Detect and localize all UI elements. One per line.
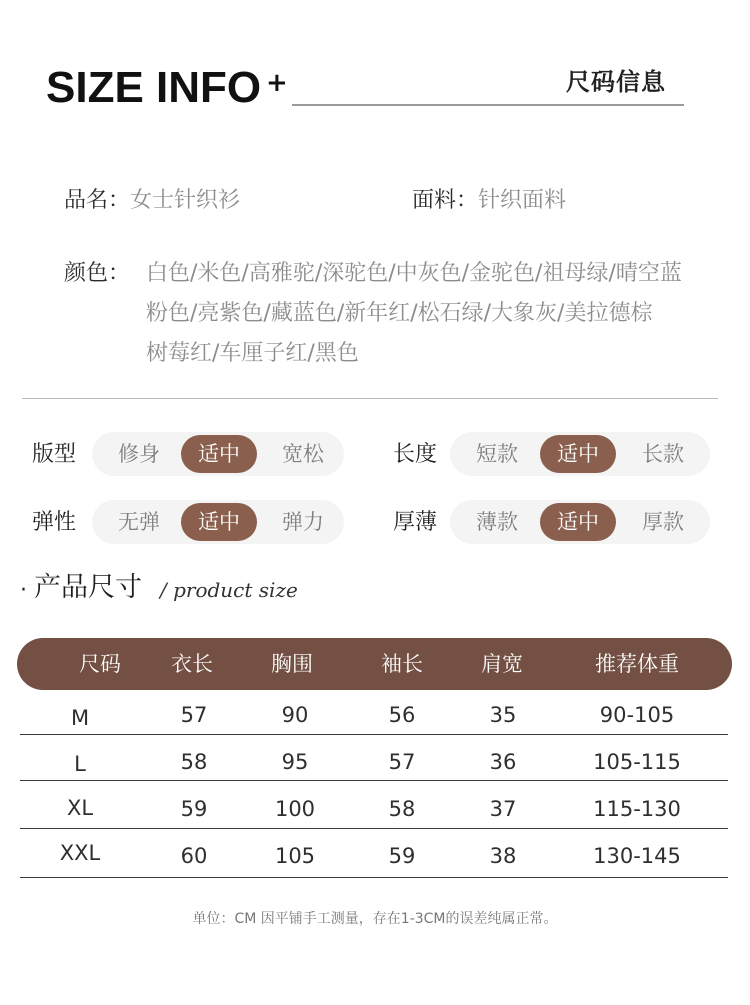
row-divider bbox=[20, 828, 728, 829]
cell-weight: 90-105 bbox=[599, 703, 675, 727]
cell-length: 60 bbox=[180, 844, 208, 868]
cell-shoulder: 35 bbox=[489, 703, 517, 727]
material-value: 针织面料 bbox=[478, 188, 567, 213]
column-header-size: 尺码 bbox=[79, 652, 121, 676]
color-line: 树莓红/车厘子红/黑色 bbox=[146, 341, 359, 366]
cell-length: 57 bbox=[180, 703, 208, 727]
section-bullet: · bbox=[20, 578, 27, 603]
length-option-short: 短款 bbox=[476, 442, 518, 466]
thickness-option-thick: 厚款 bbox=[642, 510, 684, 534]
length-label: 长度 bbox=[393, 442, 438, 467]
size-info-title: SIZE INFO bbox=[46, 63, 262, 112]
cell-weight: 105-115 bbox=[593, 750, 681, 774]
length-option-long: 长款 bbox=[642, 442, 684, 466]
material-label: 面料： bbox=[412, 188, 479, 213]
cell-sleeve: 59 bbox=[388, 844, 416, 868]
measurement-note: 单位：CM 因平铺手工测量，存在1-3CM的误差纯属正常。 bbox=[192, 911, 558, 927]
table-bottom-border bbox=[20, 877, 728, 878]
cell-sleeve: 57 bbox=[388, 750, 416, 774]
product-size-subtitle: / product size bbox=[160, 578, 298, 602]
cell-sleeve: 56 bbox=[388, 703, 416, 727]
color-line: 白色/米色/高雅驼/深驼色/中灰色/金驼色/祖母绿/晴空蓝 bbox=[146, 261, 682, 286]
cell-chest: 100 bbox=[274, 797, 316, 821]
size-info-title-cn: 尺码信息 bbox=[566, 68, 666, 96]
cell-shoulder: 37 bbox=[489, 797, 517, 821]
cell-size: XXL bbox=[59, 841, 101, 865]
row-divider bbox=[20, 734, 728, 735]
row-divider bbox=[20, 780, 728, 781]
product-size-title: 产品尺寸 bbox=[34, 572, 142, 603]
thickness-option-regular: 适中 bbox=[540, 503, 616, 541]
cell-chest: 90 bbox=[281, 703, 309, 727]
elasticity-option-regular: 适中 bbox=[181, 503, 257, 541]
cell-length: 59 bbox=[180, 797, 208, 821]
thickness-option-thin: 薄款 bbox=[476, 510, 518, 534]
cell-chest: 105 bbox=[274, 844, 316, 868]
cell-sleeve: 58 bbox=[388, 797, 416, 821]
cell-length: 58 bbox=[180, 750, 208, 774]
cell-size: M bbox=[70, 706, 90, 730]
material-row bbox=[412, 188, 566, 214]
fit-option-regular: 适中 bbox=[181, 435, 257, 473]
color-label: 颜色： bbox=[64, 261, 131, 286]
product-name-label: 品名： bbox=[64, 188, 131, 213]
elasticity-option-stretch: 弹力 bbox=[282, 510, 324, 534]
column-header-shoulder: 肩宽 bbox=[481, 652, 523, 676]
column-header-length: 衣长 bbox=[171, 652, 213, 676]
column-header-sleeve: 袖长 bbox=[381, 652, 423, 676]
elasticity-option-none: 无弹 bbox=[118, 510, 160, 534]
cell-weight: 130-145 bbox=[593, 844, 681, 868]
fit-label: 版型 bbox=[32, 442, 77, 467]
fit-option-loose: 宽松 bbox=[282, 442, 324, 466]
thickness-label: 厚薄 bbox=[393, 510, 438, 535]
column-header-weight: 推荐体重 bbox=[595, 652, 679, 676]
product-name-value: 女士针织衫 bbox=[130, 188, 241, 213]
header-underline bbox=[292, 104, 684, 106]
column-header-chest: 胸围 bbox=[271, 652, 313, 676]
cell-shoulder: 36 bbox=[489, 750, 517, 774]
size-table-header bbox=[17, 638, 732, 690]
section-divider bbox=[22, 398, 718, 399]
cell-size: L bbox=[74, 752, 86, 776]
plus-mark: + bbox=[266, 68, 288, 98]
color-list bbox=[146, 254, 682, 374]
color-line: 粉色/亮紫色/藏蓝色/新年红/松石绿/大象灰/美拉德棕 bbox=[146, 301, 653, 326]
cell-chest: 95 bbox=[281, 750, 309, 774]
cell-shoulder: 38 bbox=[489, 844, 517, 868]
cell-size: XL bbox=[66, 796, 94, 820]
length-option-regular: 适中 bbox=[540, 435, 616, 473]
elasticity-label: 弹性 bbox=[32, 510, 77, 535]
fit-option-slim: 修身 bbox=[118, 442, 160, 466]
product-name-row bbox=[64, 188, 240, 214]
cell-weight: 115-130 bbox=[593, 797, 681, 821]
